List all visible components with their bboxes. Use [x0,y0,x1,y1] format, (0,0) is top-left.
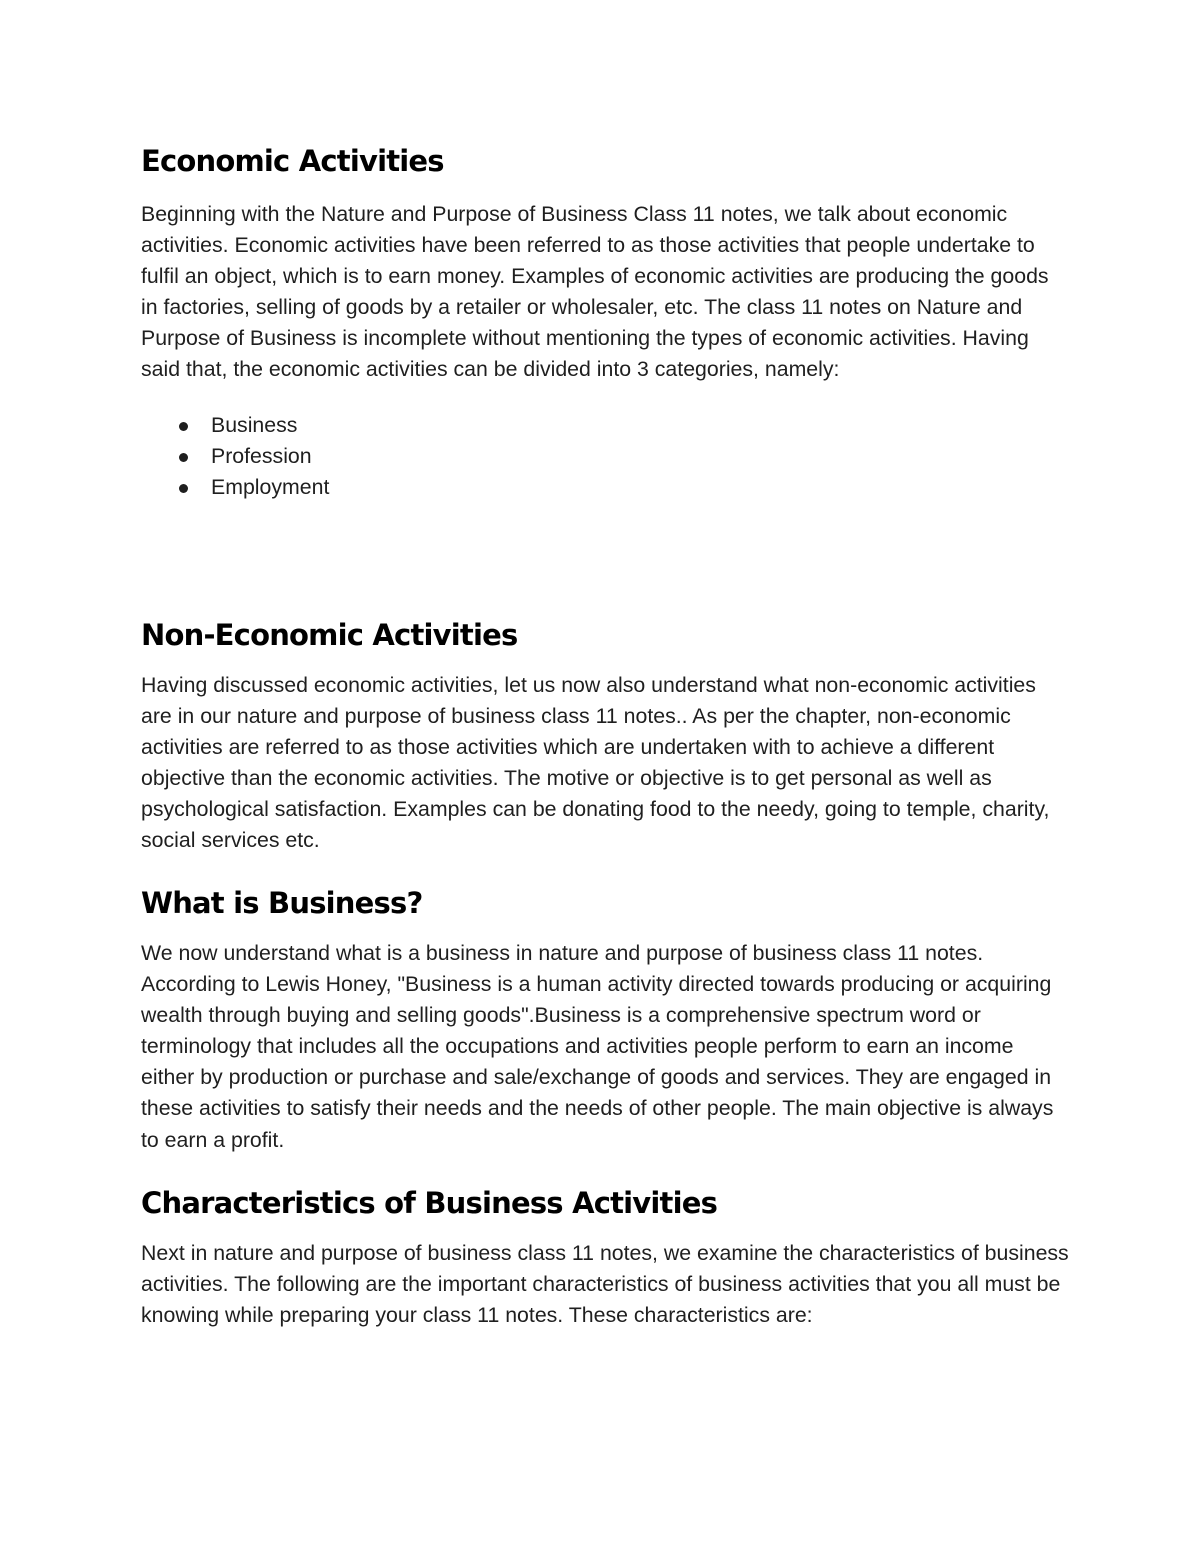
heading-non-economic-activities: Non-Economic Activities [141,618,518,652]
list-item [141,410,1071,441]
economic-categories-list [141,410,1071,503]
paragraph-non-economic-activities: Having discussed economic activities, let us now also understand what non-economic activities are in our nature and purpose of business class 11 notes.. As per the chapter, non-economic activities are referred to as those activities which are undertaken with to achieve a different objective than the economic activities. The motive or objective is to get personal as well as psychological satisfaction. Examples can be donating food to the needy, going to temple, charity, social services etc. [141,673,1050,853]
heading-what-is-business: What is Business? [141,886,423,920]
bullet-icon [179,422,188,431]
section-economic-activities [141,143,1071,503]
paragraph-economic-activities: Beginning with the Nature and Purpose of Business Class 11 notes, we talk about economic activities. Economic activities have been referred to as those activities that people undertake to fulfil an object, which is to earn money. Examples of economic activities are producing the goods in factories, selling of goods by a retailer or wholesaler, etc. The class 11 notes on Nature and Purpose of Business is incomplete without mentioning the types of economic activities. Having said that, the economic activities can be divided into 3 categories, namely: [141,202,1049,382]
bullet-icon [179,484,188,493]
heading-economic-activities: Economic Activities [141,144,444,178]
section-characteristics [141,1185,1071,1331]
section-what-is-business [141,885,1071,1156]
list-item-label: Employment [211,474,330,499]
list-item [141,472,1071,503]
paragraph-characteristics: Next in nature and purpose of business class 11 notes, we examine the characteristics of business activities. The following are the important characteristics of business activities that you all must be knowing while preparing your class 11 notes. These characteristics are: [141,1241,1069,1328]
section-non-economic-activities [141,617,1071,857]
paragraph-what-is-business: We now understand what is a business in nature and purpose of business class 11 notes. According to Lewis Honey, "Business is a human activity directed towards producing or acquiring wealth through buying and selling goods".Business is a comprehensive spectrum word or terminology that includes all the occupations and activities people perform to earn an income either by production or purchase and sale/exchange of goods and services. They are engaged in these activities to satisfy their needs and the needs of other people. The main objective is always to earn a profit. [141,941,1054,1152]
list-item [141,441,1071,472]
heading-characteristics: Characteristics of Business Activities [141,1186,718,1220]
list-item-label: Business [211,412,298,437]
list-item-label: Profession [211,443,312,468]
bullet-icon [179,453,188,462]
